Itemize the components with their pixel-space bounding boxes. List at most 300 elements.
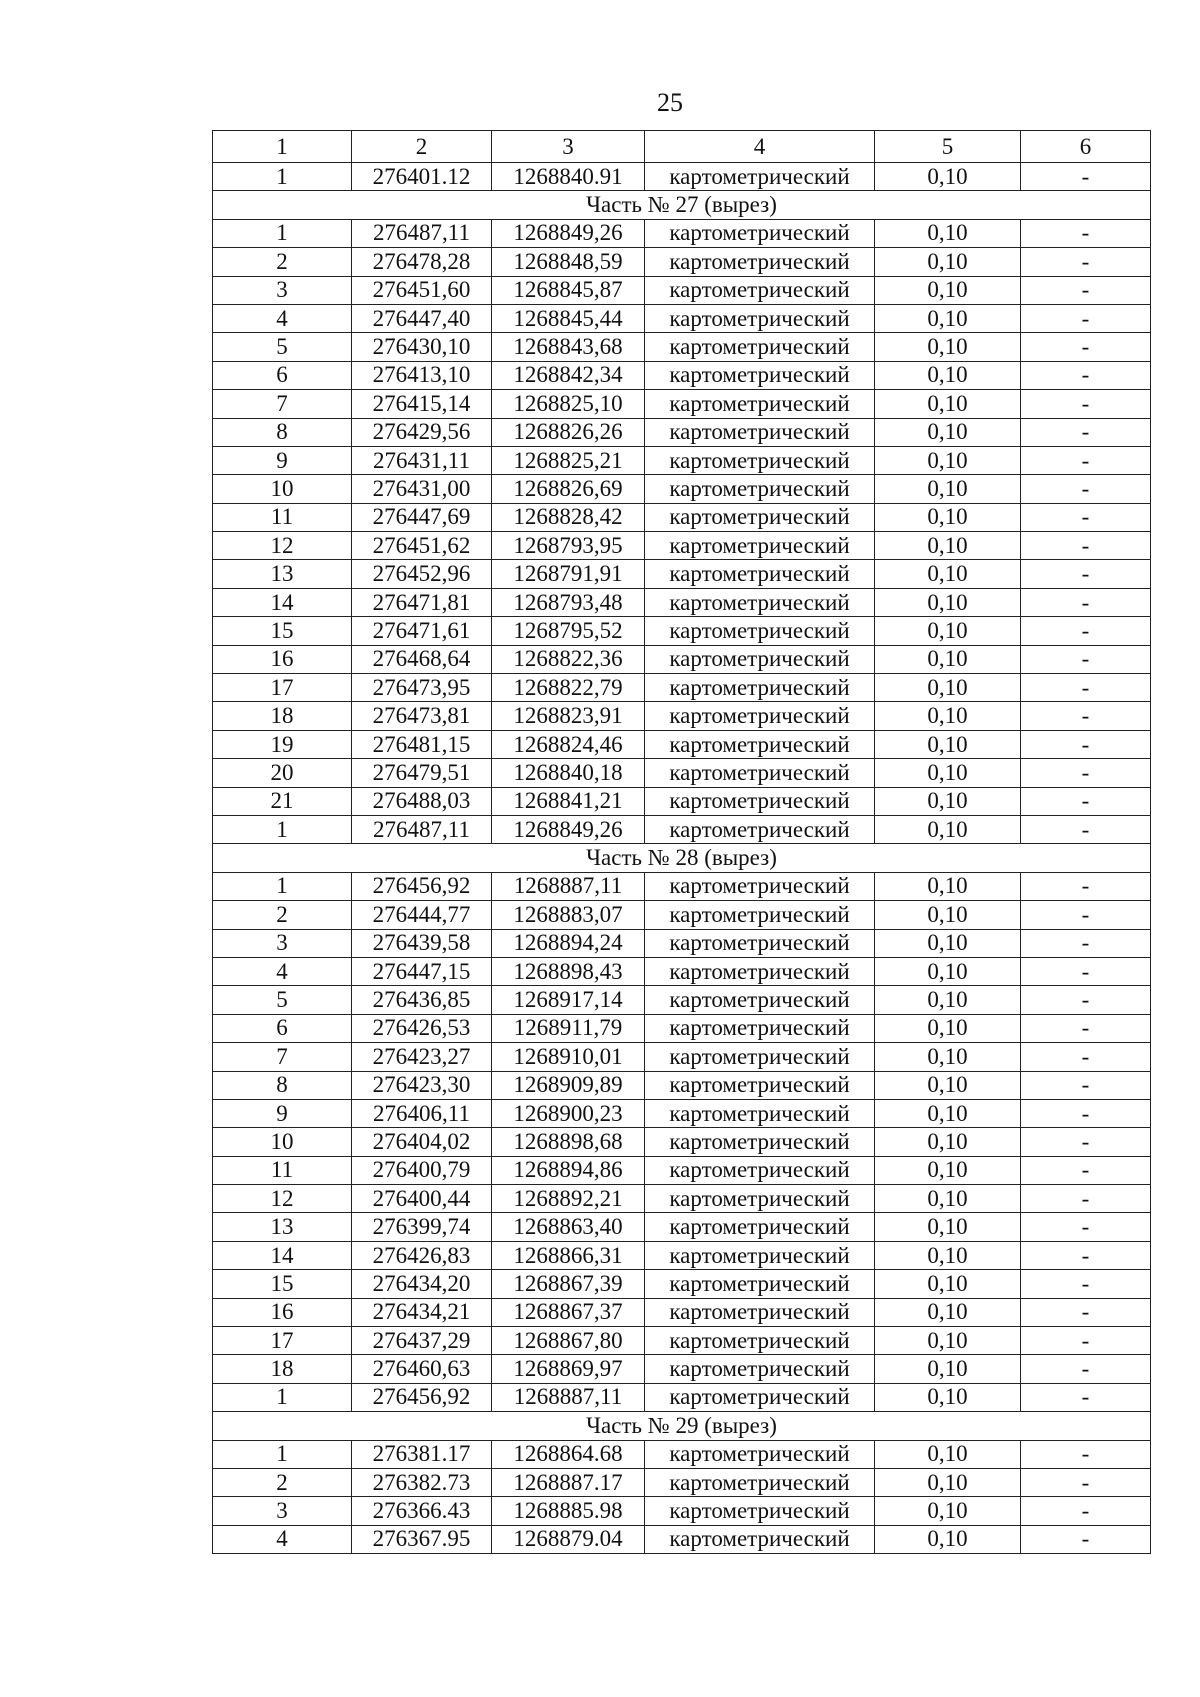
table-row xyxy=(213,1468,1151,1496)
accuracy-cell: 0,10 xyxy=(875,901,1021,929)
accuracy-cell: 0,10 xyxy=(875,986,1021,1014)
note-cell: - xyxy=(1021,475,1151,503)
table-row xyxy=(213,929,1151,957)
method-cell: картометрический xyxy=(645,248,875,276)
point-number-cell: 7 xyxy=(213,390,352,418)
x-coordinate-cell: 276404,02 xyxy=(352,1128,492,1156)
x-coordinate-cell: 276401.12 xyxy=(352,163,492,191)
y-coordinate-cell: 1268917,14 xyxy=(492,986,645,1014)
part-heading-row xyxy=(213,191,1151,219)
accuracy-cell: 0,10 xyxy=(875,333,1021,361)
y-coordinate-cell: 1268825,21 xyxy=(492,446,645,474)
y-coordinate-cell: 1268887,11 xyxy=(492,872,645,900)
point-number-cell: 18 xyxy=(213,702,352,730)
method-cell: картометрический xyxy=(645,1525,875,1553)
table-row xyxy=(213,1156,1151,1184)
y-coordinate-cell: 1268841,21 xyxy=(492,787,645,815)
point-number-cell: 15 xyxy=(213,617,352,645)
note-cell: - xyxy=(1021,304,1151,332)
note-cell: - xyxy=(1021,1525,1151,1553)
note-cell: - xyxy=(1021,418,1151,446)
note-cell: - xyxy=(1021,617,1151,645)
accuracy-cell: 0,10 xyxy=(875,1525,1021,1553)
table-row xyxy=(213,617,1151,645)
y-coordinate-cell: 1268843,68 xyxy=(492,333,645,361)
method-cell: картометрический xyxy=(645,1071,875,1099)
method-cell: картометрический xyxy=(645,787,875,815)
accuracy-cell: 0,10 xyxy=(875,1128,1021,1156)
table-row xyxy=(213,276,1151,304)
method-cell: картометрический xyxy=(645,1128,875,1156)
method-cell: картометрический xyxy=(645,333,875,361)
accuracy-cell: 0,10 xyxy=(875,361,1021,389)
point-number-cell: 3 xyxy=(213,929,352,957)
table-row xyxy=(213,1043,1151,1071)
table-row xyxy=(213,1327,1151,1355)
table-row xyxy=(213,901,1151,929)
method-cell: картометрический xyxy=(645,1185,875,1213)
table-row xyxy=(213,1241,1151,1269)
y-coordinate-cell: 1268867,39 xyxy=(492,1270,645,1298)
y-coordinate-cell: 1268793,95 xyxy=(492,532,645,560)
x-coordinate-cell: 276444,77 xyxy=(352,901,492,929)
accuracy-cell: 0,10 xyxy=(875,1383,1021,1411)
accuracy-cell: 0,10 xyxy=(875,1440,1021,1468)
accuracy-cell: 0,10 xyxy=(875,304,1021,332)
x-coordinate-cell: 276481,15 xyxy=(352,730,492,758)
y-coordinate-cell: 1268900,23 xyxy=(492,1099,645,1127)
x-coordinate-cell: 276451,60 xyxy=(352,276,492,304)
y-coordinate-cell: 1268849,26 xyxy=(492,815,645,843)
method-cell: картометрический xyxy=(645,1014,875,1042)
y-coordinate-cell: 1268826,69 xyxy=(492,475,645,503)
note-cell: - xyxy=(1021,759,1151,787)
note-cell: - xyxy=(1021,446,1151,474)
x-coordinate-cell: 276452,96 xyxy=(352,560,492,588)
point-number-cell: 12 xyxy=(213,1185,352,1213)
method-cell: картометрический xyxy=(645,361,875,389)
table-row xyxy=(213,304,1151,332)
table-row xyxy=(213,674,1151,702)
y-coordinate-cell: 1268885.98 xyxy=(492,1497,645,1525)
x-coordinate-cell: 276406,11 xyxy=(352,1099,492,1127)
table-row xyxy=(213,1071,1151,1099)
accuracy-cell: 0,10 xyxy=(875,1071,1021,1099)
method-cell: картометрический xyxy=(645,1099,875,1127)
table-row xyxy=(213,1440,1151,1468)
point-number-cell: 16 xyxy=(213,645,352,673)
header-cell-2: 2 xyxy=(352,131,492,163)
point-number-cell: 14 xyxy=(213,1241,352,1269)
table-header-row xyxy=(213,131,1151,163)
table-row xyxy=(213,1383,1151,1411)
note-cell: - xyxy=(1021,1298,1151,1326)
y-coordinate-cell: 1268826,26 xyxy=(492,418,645,446)
y-coordinate-cell: 1268887.17 xyxy=(492,1468,645,1496)
table-row xyxy=(213,532,1151,560)
note-cell: - xyxy=(1021,248,1151,276)
point-number-cell: 1 xyxy=(213,219,352,247)
x-coordinate-cell: 276434,20 xyxy=(352,1270,492,1298)
x-coordinate-cell: 276437,29 xyxy=(352,1327,492,1355)
table-row xyxy=(213,503,1151,531)
note-cell: - xyxy=(1021,986,1151,1014)
y-coordinate-cell: 1268879.04 xyxy=(492,1525,645,1553)
header-cell-6: 6 xyxy=(1021,131,1151,163)
y-coordinate-cell: 1268848,59 xyxy=(492,248,645,276)
method-cell: картометрический xyxy=(645,1468,875,1496)
accuracy-cell: 0,10 xyxy=(875,560,1021,588)
accuracy-cell: 0,10 xyxy=(875,1099,1021,1127)
note-cell: - xyxy=(1021,1270,1151,1298)
accuracy-cell: 0,10 xyxy=(875,446,1021,474)
y-coordinate-cell: 1268849,26 xyxy=(492,219,645,247)
y-coordinate-cell: 1268909,89 xyxy=(492,1071,645,1099)
x-coordinate-cell: 276447,15 xyxy=(352,957,492,985)
accuracy-cell: 0,10 xyxy=(875,730,1021,758)
note-cell: - xyxy=(1021,361,1151,389)
note-cell: - xyxy=(1021,901,1151,929)
y-coordinate-cell: 1268795,52 xyxy=(492,617,645,645)
point-number-cell: 6 xyxy=(213,1014,352,1042)
method-cell: картометрический xyxy=(645,617,875,645)
method-cell: картометрический xyxy=(645,418,875,446)
method-cell: картометрический xyxy=(645,475,875,503)
point-number-cell: 12 xyxy=(213,532,352,560)
x-coordinate-cell: 276456,92 xyxy=(352,1383,492,1411)
x-coordinate-cell: 276423,30 xyxy=(352,1071,492,1099)
accuracy-cell: 0,10 xyxy=(875,1241,1021,1269)
table-row xyxy=(213,1014,1151,1042)
x-coordinate-cell: 276426,53 xyxy=(352,1014,492,1042)
note-cell: - xyxy=(1021,1213,1151,1241)
header-cell-3: 3 xyxy=(492,131,645,163)
x-coordinate-cell: 276471,81 xyxy=(352,588,492,616)
accuracy-cell: 0,10 xyxy=(875,163,1021,191)
x-coordinate-cell: 276415,14 xyxy=(352,390,492,418)
method-cell: картометрический xyxy=(645,163,875,191)
coordinates-table xyxy=(212,130,1151,1554)
method-cell: картометрический xyxy=(645,1298,875,1326)
note-cell: - xyxy=(1021,1156,1151,1184)
table-row xyxy=(213,333,1151,361)
part-heading-row xyxy=(213,1412,1151,1440)
note-cell: - xyxy=(1021,787,1151,815)
method-cell: картометрический xyxy=(645,304,875,332)
point-number-cell: 2 xyxy=(213,1468,352,1496)
point-number-cell: 11 xyxy=(213,503,352,531)
header-cell-5: 5 xyxy=(875,131,1021,163)
table-row xyxy=(213,163,1151,191)
note-cell: - xyxy=(1021,1355,1151,1383)
point-number-cell: 10 xyxy=(213,475,352,503)
note-cell: - xyxy=(1021,503,1151,531)
y-coordinate-cell: 1268825,10 xyxy=(492,390,645,418)
x-coordinate-cell: 276423,27 xyxy=(352,1043,492,1071)
table-row xyxy=(213,815,1151,843)
note-cell: - xyxy=(1021,730,1151,758)
method-cell: картометрический xyxy=(645,929,875,957)
x-coordinate-cell: 276436,85 xyxy=(352,986,492,1014)
y-coordinate-cell: 1268824,46 xyxy=(492,730,645,758)
part-heading-row xyxy=(213,844,1151,872)
y-coordinate-cell: 1268840,18 xyxy=(492,759,645,787)
accuracy-cell: 0,10 xyxy=(875,815,1021,843)
accuracy-cell: 0,10 xyxy=(875,1213,1021,1241)
y-coordinate-cell: 1268823,91 xyxy=(492,702,645,730)
method-cell: картометрический xyxy=(645,872,875,900)
point-number-cell: 19 xyxy=(213,730,352,758)
accuracy-cell: 0,10 xyxy=(875,617,1021,645)
point-number-cell: 9 xyxy=(213,446,352,474)
table-row xyxy=(213,446,1151,474)
accuracy-cell: 0,10 xyxy=(875,248,1021,276)
point-number-cell: 10 xyxy=(213,1128,352,1156)
point-number-cell: 8 xyxy=(213,1071,352,1099)
point-number-cell: 18 xyxy=(213,1355,352,1383)
y-coordinate-cell: 1268866,31 xyxy=(492,1241,645,1269)
x-coordinate-cell: 276366.43 xyxy=(352,1497,492,1525)
accuracy-cell: 0,10 xyxy=(875,532,1021,560)
accuracy-cell: 0,10 xyxy=(875,787,1021,815)
table-row xyxy=(213,588,1151,616)
accuracy-cell: 0,10 xyxy=(875,1327,1021,1355)
accuracy-cell: 0,10 xyxy=(875,276,1021,304)
accuracy-cell: 0,10 xyxy=(875,759,1021,787)
method-cell: картометрический xyxy=(645,1440,875,1468)
y-coordinate-cell: 1268791,91 xyxy=(492,560,645,588)
method-cell: картометрический xyxy=(645,1043,875,1071)
method-cell: картометрический xyxy=(645,532,875,560)
accuracy-cell: 0,10 xyxy=(875,390,1021,418)
method-cell: картометрический xyxy=(645,957,875,985)
point-number-cell: 2 xyxy=(213,248,352,276)
method-cell: картометрический xyxy=(645,1327,875,1355)
y-coordinate-cell: 1268910,01 xyxy=(492,1043,645,1071)
point-number-cell: 13 xyxy=(213,1213,352,1241)
note-cell: - xyxy=(1021,1241,1151,1269)
y-coordinate-cell: 1268887,11 xyxy=(492,1383,645,1411)
note-cell: - xyxy=(1021,1497,1151,1525)
table-row xyxy=(213,645,1151,673)
x-coordinate-cell: 276399,74 xyxy=(352,1213,492,1241)
y-coordinate-cell: 1268845,44 xyxy=(492,304,645,332)
method-cell: картометрический xyxy=(645,815,875,843)
x-coordinate-cell: 276447,40 xyxy=(352,304,492,332)
note-cell: - xyxy=(1021,1383,1151,1411)
x-coordinate-cell: 276367.95 xyxy=(352,1525,492,1553)
point-number-cell: 1 xyxy=(213,872,352,900)
y-coordinate-cell: 1268911,79 xyxy=(492,1014,645,1042)
method-cell: картометрический xyxy=(645,446,875,474)
point-number-cell: 4 xyxy=(213,304,352,332)
part-heading: Часть № 28 (вырез) xyxy=(213,844,1151,872)
method-cell: картометрический xyxy=(645,1270,875,1298)
x-coordinate-cell: 276479,51 xyxy=(352,759,492,787)
accuracy-cell: 0,10 xyxy=(875,1468,1021,1496)
accuracy-cell: 0,10 xyxy=(875,1043,1021,1071)
note-cell: - xyxy=(1021,1043,1151,1071)
x-coordinate-cell: 276439,58 xyxy=(352,929,492,957)
x-coordinate-cell: 276487,11 xyxy=(352,219,492,247)
note-cell: - xyxy=(1021,929,1151,957)
y-coordinate-cell: 1268793,48 xyxy=(492,588,645,616)
point-number-cell: 3 xyxy=(213,276,352,304)
accuracy-cell: 0,10 xyxy=(875,503,1021,531)
y-coordinate-cell: 1268892,21 xyxy=(492,1185,645,1213)
table-row xyxy=(213,1497,1151,1525)
accuracy-cell: 0,10 xyxy=(875,418,1021,446)
x-coordinate-cell: 276431,00 xyxy=(352,475,492,503)
note-cell: - xyxy=(1021,532,1151,560)
x-coordinate-cell: 276487,11 xyxy=(352,815,492,843)
point-number-cell: 13 xyxy=(213,560,352,588)
accuracy-cell: 0,10 xyxy=(875,702,1021,730)
table-row xyxy=(213,730,1151,758)
point-number-cell: 1 xyxy=(213,163,352,191)
y-coordinate-cell: 1268898,43 xyxy=(492,957,645,985)
part-heading: Часть № 29 (вырез) xyxy=(213,1412,1151,1440)
table-row xyxy=(213,702,1151,730)
accuracy-cell: 0,10 xyxy=(875,872,1021,900)
method-cell: картометрический xyxy=(645,759,875,787)
point-number-cell: 1 xyxy=(213,1440,352,1468)
x-coordinate-cell: 276473,81 xyxy=(352,702,492,730)
note-cell: - xyxy=(1021,872,1151,900)
method-cell: картометрический xyxy=(645,1213,875,1241)
accuracy-cell: 0,10 xyxy=(875,1014,1021,1042)
x-coordinate-cell: 276447,69 xyxy=(352,503,492,531)
table-row xyxy=(213,248,1151,276)
accuracy-cell: 0,10 xyxy=(875,588,1021,616)
note-cell: - xyxy=(1021,276,1151,304)
method-cell: картометрический xyxy=(645,1241,875,1269)
note-cell: - xyxy=(1021,333,1151,361)
y-coordinate-cell: 1268867,80 xyxy=(492,1327,645,1355)
x-coordinate-cell: 276451,62 xyxy=(352,532,492,560)
point-number-cell: 5 xyxy=(213,986,352,1014)
point-number-cell: 3 xyxy=(213,1497,352,1525)
x-coordinate-cell: 276460,63 xyxy=(352,1355,492,1383)
note-cell: - xyxy=(1021,957,1151,985)
x-coordinate-cell: 276473,95 xyxy=(352,674,492,702)
note-cell: - xyxy=(1021,702,1151,730)
table-row xyxy=(213,475,1151,503)
point-number-cell: 5 xyxy=(213,333,352,361)
point-number-cell: 8 xyxy=(213,418,352,446)
method-cell: картометрический xyxy=(645,560,875,588)
accuracy-cell: 0,10 xyxy=(875,1355,1021,1383)
x-coordinate-cell: 276413,10 xyxy=(352,361,492,389)
table-row xyxy=(213,219,1151,247)
x-coordinate-cell: 276456,92 xyxy=(352,872,492,900)
header-cell-1: 1 xyxy=(213,131,352,163)
point-number-cell: 11 xyxy=(213,1156,352,1184)
method-cell: картометрический xyxy=(645,219,875,247)
header-cell-4: 4 xyxy=(645,131,875,163)
part-heading: Часть № 27 (вырез) xyxy=(213,191,1151,219)
table-row xyxy=(213,787,1151,815)
accuracy-cell: 0,10 xyxy=(875,645,1021,673)
point-number-cell: 20 xyxy=(213,759,352,787)
note-cell: - xyxy=(1021,560,1151,588)
accuracy-cell: 0,10 xyxy=(875,219,1021,247)
point-number-cell: 17 xyxy=(213,1327,352,1355)
accuracy-cell: 0,10 xyxy=(875,1185,1021,1213)
table-row xyxy=(213,1099,1151,1127)
note-cell: - xyxy=(1021,163,1151,191)
y-coordinate-cell: 1268864.68 xyxy=(492,1440,645,1468)
table-row xyxy=(213,957,1151,985)
y-coordinate-cell: 1268822,79 xyxy=(492,674,645,702)
x-coordinate-cell: 276381.17 xyxy=(352,1440,492,1468)
point-number-cell: 2 xyxy=(213,901,352,929)
x-coordinate-cell: 276434,21 xyxy=(352,1298,492,1326)
table-row xyxy=(213,872,1151,900)
method-cell: картометрический xyxy=(645,1383,875,1411)
note-cell: - xyxy=(1021,1327,1151,1355)
x-coordinate-cell: 276478,28 xyxy=(352,248,492,276)
accuracy-cell: 0,10 xyxy=(875,1497,1021,1525)
note-cell: - xyxy=(1021,390,1151,418)
accuracy-cell: 0,10 xyxy=(875,475,1021,503)
note-cell: - xyxy=(1021,645,1151,673)
point-number-cell: 21 xyxy=(213,787,352,815)
y-coordinate-cell: 1268883,07 xyxy=(492,901,645,929)
note-cell: - xyxy=(1021,1071,1151,1099)
method-cell: картометрический xyxy=(645,1156,875,1184)
y-coordinate-cell: 1268894,24 xyxy=(492,929,645,957)
y-coordinate-cell: 1268828,42 xyxy=(492,503,645,531)
coordinates-table-body xyxy=(213,131,1151,1554)
method-cell: картометрический xyxy=(645,674,875,702)
method-cell: картометрический xyxy=(645,986,875,1014)
note-cell: - xyxy=(1021,1185,1151,1213)
point-number-cell: 1 xyxy=(213,815,352,843)
y-coordinate-cell: 1268845,87 xyxy=(492,276,645,304)
point-number-cell: 1 xyxy=(213,1383,352,1411)
method-cell: картометрический xyxy=(645,390,875,418)
x-coordinate-cell: 276429,56 xyxy=(352,418,492,446)
note-cell: - xyxy=(1021,1128,1151,1156)
accuracy-cell: 0,10 xyxy=(875,929,1021,957)
x-coordinate-cell: 276471,61 xyxy=(352,617,492,645)
y-coordinate-cell: 1268867,37 xyxy=(492,1298,645,1326)
accuracy-cell: 0,10 xyxy=(875,674,1021,702)
method-cell: картометрический xyxy=(645,276,875,304)
method-cell: картометрический xyxy=(645,503,875,531)
point-number-cell: 15 xyxy=(213,1270,352,1298)
table-row xyxy=(213,1128,1151,1156)
page-number: 25 xyxy=(657,88,683,117)
point-number-cell: 14 xyxy=(213,588,352,616)
note-cell: - xyxy=(1021,1014,1151,1042)
table-row xyxy=(213,1213,1151,1241)
table-row xyxy=(213,390,1151,418)
point-number-cell: 9 xyxy=(213,1099,352,1127)
table-row xyxy=(213,361,1151,389)
table-row xyxy=(213,1185,1151,1213)
x-coordinate-cell: 276426,83 xyxy=(352,1241,492,1269)
note-cell: - xyxy=(1021,1099,1151,1127)
x-coordinate-cell: 276468,64 xyxy=(352,645,492,673)
y-coordinate-cell: 1268894,86 xyxy=(492,1156,645,1184)
table-row xyxy=(213,1298,1151,1326)
y-coordinate-cell: 1268863,40 xyxy=(492,1213,645,1241)
method-cell: картометрический xyxy=(645,901,875,929)
y-coordinate-cell: 1268842,34 xyxy=(492,361,645,389)
accuracy-cell: 0,10 xyxy=(875,1298,1021,1326)
